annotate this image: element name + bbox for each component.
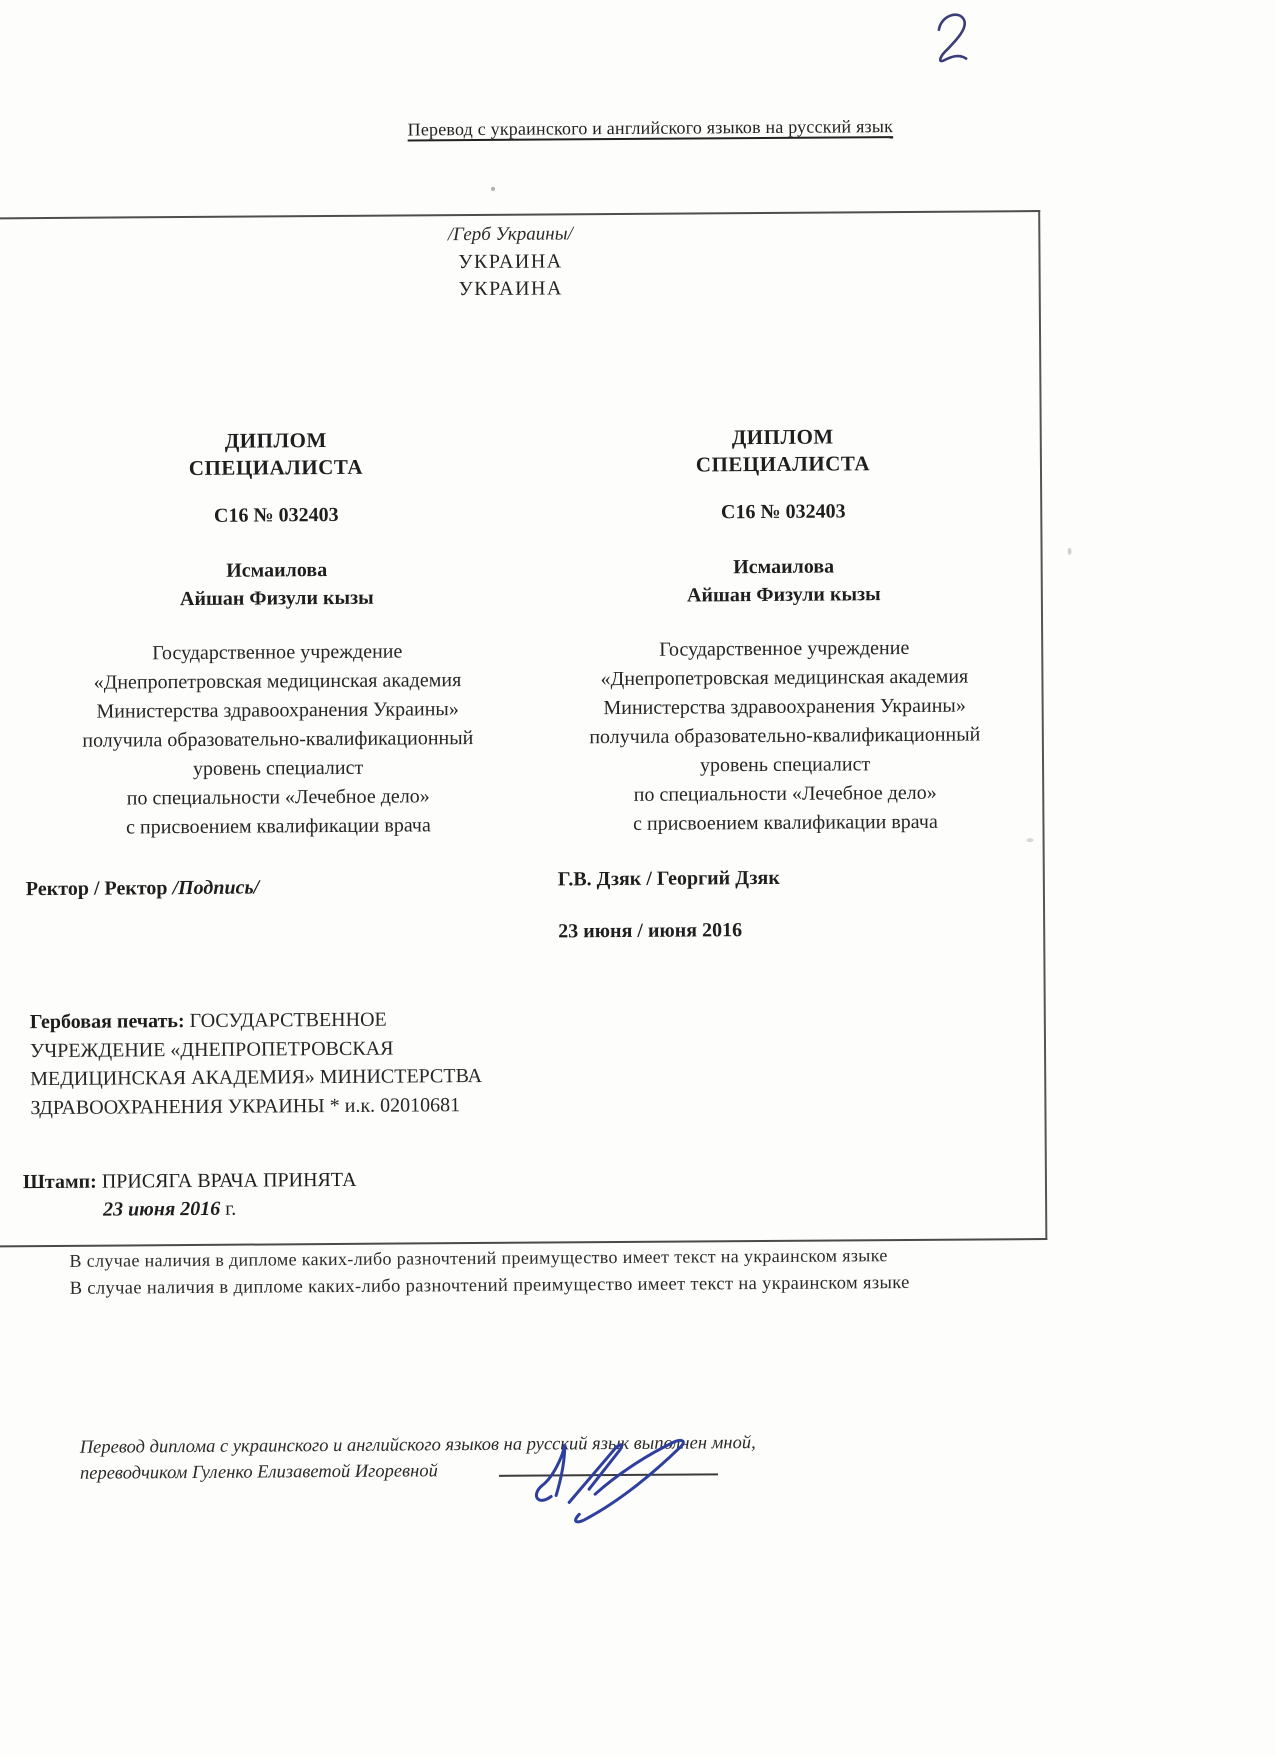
diploma-box [0, 210, 1047, 1247]
country-name-line-1: УКРАИНА [458, 250, 563, 274]
signature-placeholder-note: /Подпись/ [172, 876, 260, 900]
stamp-label: Штамп: [22, 1170, 97, 1194]
stamp-date-suffix: г. [225, 1197, 237, 1220]
rector-line [26, 877, 259, 902]
diploma-serial-number: С16 № 032403 [213, 503, 339, 527]
diploma-body-text: Государственное учреждение «Днепропетровская медицинская академия Министерства здравоохранения Украины» получила образовательно-квалификационный уровень специалист по специальности «Лечебное дело» с присвоением квалификации врача [82, 640, 474, 839]
seal-note [30, 1005, 489, 1122]
rector-label: Ректор / Ректор [25, 877, 168, 901]
diploma-title: ДИПЛОМ СПЕЦИАЛИСТА [695, 424, 871, 477]
issue-date: 23 июня / июня 2016 [558, 919, 743, 943]
page-number-stroke [939, 15, 966, 62]
scan-speck [1027, 838, 1034, 842]
seal-label: Гербовая печать: [29, 1010, 185, 1034]
country-name-line-2: УКРАИНА [458, 277, 563, 301]
stamp-line-1 [23, 1166, 357, 1196]
scan-speck [491, 187, 495, 191]
discrepancy-note-line-1: В случае наличия в дипломе каких-либо разночтений преимущество имеет текст на украинском языке [69, 1245, 888, 1271]
signature-stroke-loop [536, 1444, 565, 1500]
translation-header: Перевод с украинского и английского языков на русский язык [407, 116, 894, 140]
diploma-column-left [53, 421, 502, 843]
discrepancy-note-line-2: В случае наличия в дипломе каких-либо разночтений преимущество имеет текст на украинском языке [69, 1272, 910, 1299]
stamp-line-2 [23, 1194, 357, 1224]
coat-of-arms-note: /Герб Украины/ [447, 223, 573, 246]
diploma-holder-name: Исмаилова Айшан Физули кызы [686, 555, 881, 607]
diploma-body-text: Государственное учреждение «Днепропетровская медицинская академия Министерства здравоохранения Украины» получила образовательно-квалификационный уровень специалист по специальности «Лечебное дело» с присвоением квалификации врача [589, 636, 981, 835]
scan-speck [1068, 548, 1072, 555]
translator-signature-strokes [536, 1440, 684, 1522]
translator-note-line-2: переводчиком Гуленко Елизаветой Игоревной [79, 1461, 438, 1484]
stamp-note [23, 1166, 357, 1224]
translator-note-line-1: Перевод диплома с украинского и английского языков на русский язык выполнен мной, [79, 1433, 756, 1458]
emblem-block [0, 220, 1039, 306]
diploma-column-right [560, 417, 1009, 839]
translator-signature [517, 1433, 723, 1529]
diploma-holder-name: Исмаилова Айшан Физули кызы [179, 559, 374, 611]
handwritten-page-number [931, 5, 981, 67]
seal-text: ГОСУДАРСТВЕННОЕ УЧРЕЖДЕНИЕ «ДНЕПРОПЕТРОВСКАЯ МЕДИЦИНСКАЯ АКАДЕМИЯ» МИНИСТЕРСТВА ЗДРАВООХРАНЕНИЯ УКРАИНЫ * и.к. 02010681 [29, 1008, 483, 1119]
diploma-serial-number: С16 № 032403 [720, 500, 846, 524]
signatory-name: Г.В. Дзяк / Георгий Дзяк [557, 866, 780, 891]
stamp-text: ПРИСЯГА ВРАЧА ПРИНЯТА [101, 1168, 357, 1193]
stamp-date: 23 июня 2016 [103, 1197, 221, 1221]
diploma-title: ДИПЛОМ СПЕЦИАЛИСТА [188, 428, 364, 481]
